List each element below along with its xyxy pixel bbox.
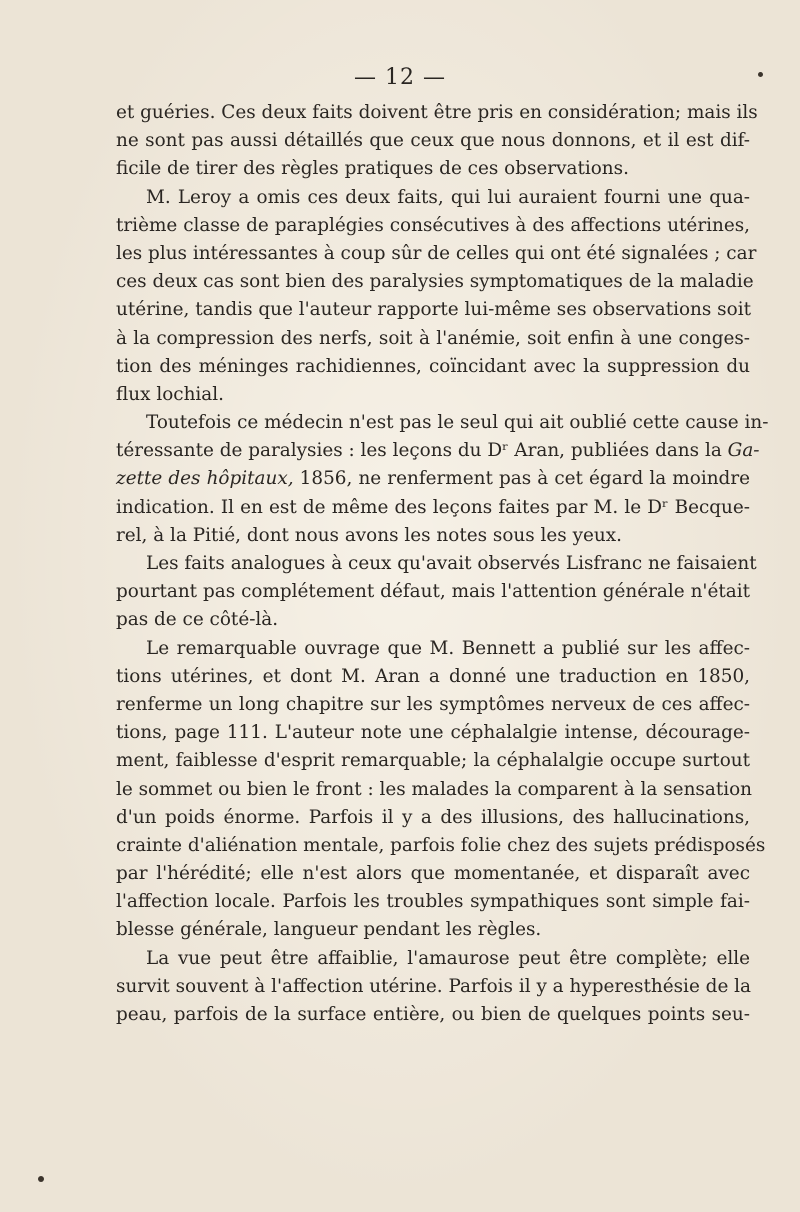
text-line: M. Leroy a omis ces deux faits, qui lui auraient fourni une qua- (146, 186, 750, 208)
text-line: les plus intéressantes à coup sûr de celles qui ont été signalées ; car (116, 242, 757, 264)
text-line (116, 437, 760, 465)
text-line: blesse générale, langueur pendant les règles. (116, 919, 542, 941)
italic-segment: zette des hôpitaux, (116, 468, 294, 490)
text-line: Le remarquable ouvrage que M. Bennett a publié sur les affec- (146, 637, 750, 659)
text-line: le sommet ou bien le front : les malades la comparent à la sensation (116, 778, 753, 800)
text-line: La vue peut être affaiblie, l'amaurose peut être complète; elle (146, 947, 750, 969)
text-line: l'affection locale. Parfois les troubles sympathiques sont simple fai- (116, 891, 750, 913)
text-line: peau, parfois de la surface entière, ou bien de quelques points seu- (116, 1004, 750, 1025)
text-line: flux lochial. (116, 383, 225, 405)
ink-speck-mark (758, 72, 763, 77)
text-segment: 1856, ne renferment pas à cet égard la moindre (293, 468, 750, 490)
text-line: ment, faiblesse d'esprit remarquable; la céphalalgie occupe surtout (116, 750, 750, 772)
text-line: tions utérines, et dont M. Aran a donné une traduction en 1850, (116, 665, 750, 687)
text-line: à la compression des nerfs, soit à l'anémie, soit enfin à une conges- (116, 327, 750, 349)
text-line: pas de ce côté-là. (116, 609, 279, 631)
text-line (116, 465, 750, 493)
text-line: tion des méninges rachidiennes, coïncidant avec la suppression du (116, 355, 750, 377)
text-segment: téressante de paralysies : les leçons du Dʳ Aran, publiées dans la (116, 440, 722, 462)
text-line: renferme un long chapitre sur les symptômes nerveux de ces affec- (116, 693, 750, 715)
text-line: survit souvent à l'affection utérine. Parfois il y a hyperesthésie de la (116, 975, 752, 997)
text-line: Toutefois ce médecin n'est pas le seul qui ait oublié cette cause in- (146, 412, 769, 434)
page-number: — 12 — (354, 65, 446, 90)
text-line: ces deux cas sont bien des paralysies symptomatiques de la maladie (116, 271, 754, 293)
ink-speck-mark (38, 1176, 44, 1182)
body-text (116, 99, 769, 1029)
text-line: et guéries. Ces deux faits doivent être pris en considération; mais ils (116, 102, 758, 123)
italic-segment: Ga- (727, 440, 760, 462)
text-line: indication. Il en est de même des leçons faites par M. le Dʳ Becque- (116, 496, 750, 518)
text-line: tions, page 111. L'auteur note une céphalalgie intense, découragе- (116, 722, 750, 744)
text-line: par l'hérédité; elle n'est alors que momentanée, et disparaît avec (116, 863, 750, 885)
text-line: Les faits analogues à ceux qu'avait observés Lisfranc ne faisaient (146, 553, 757, 574)
text-line: ne sont pas aussi détaillés que ceux que nous donnons, et il est dif- (116, 130, 750, 152)
text-line: crainte d'aliénation mentale, parfois folie chez des sujets prédisposés (116, 834, 766, 856)
text-line: d'un poids énorme. Parfois il y a des illusions, des hallucinations, (116, 806, 750, 828)
text-line: pourtant pas complétement défaut, mais l'attention générale n'était (116, 581, 750, 603)
text-line: utérine, tandis que l'auteur rapporte lui-même ses observations soit (116, 299, 751, 321)
text-line: ficile de tirer des règles pratiques de ces observations. (116, 158, 629, 180)
text-line: rel, à la Pitié, dont nous avons les notes sous les yeux. (116, 524, 622, 546)
text-line: trième classe de paraplégies consécutives à des affections utérines, (116, 214, 750, 236)
